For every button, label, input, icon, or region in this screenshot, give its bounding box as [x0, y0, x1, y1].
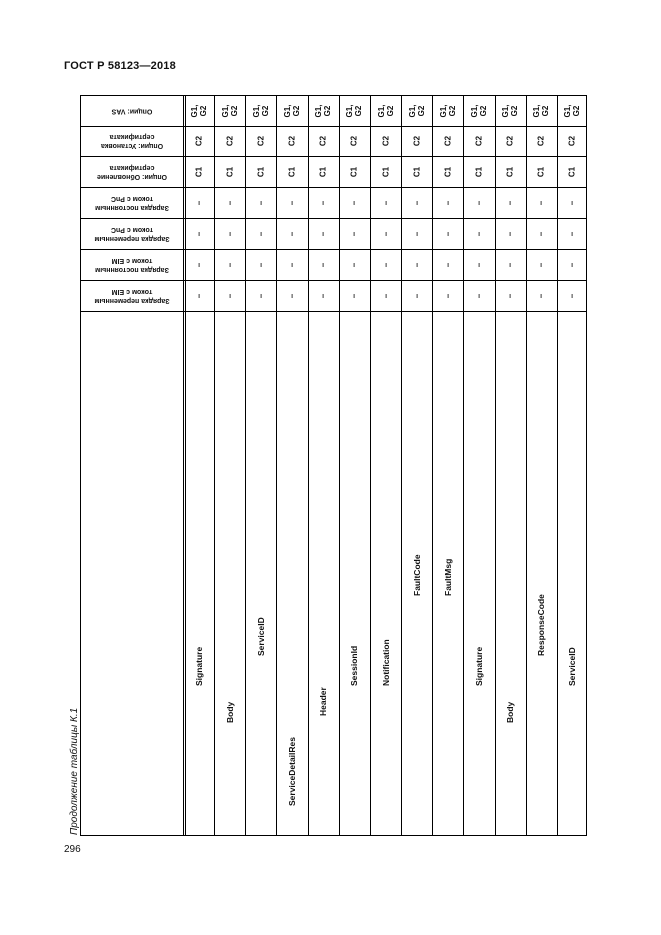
field-name: ResponseCode [536, 594, 547, 656]
field-name: Notification [380, 639, 391, 686]
document-id: ГОСТ Р 58123—2018 [64, 60, 176, 72]
table-cell: – [536, 231, 546, 236]
table-cell: G1, G2 [345, 104, 364, 118]
data-table [80, 95, 587, 836]
table-cell: – [225, 262, 235, 267]
row-divider [81, 311, 586, 312]
table-cell: – [412, 231, 422, 236]
table-cell: – [318, 293, 328, 298]
table-cell: C2 [474, 135, 484, 147]
field-name: SessionId [349, 645, 360, 686]
column-divider [339, 96, 340, 835]
table-cell: G1, G2 [501, 104, 520, 118]
table-cell: – [567, 231, 577, 236]
table-cell: – [381, 231, 390, 236]
table-cell: C1 [567, 166, 577, 177]
table-cell: C2 [505, 135, 515, 147]
table-cell: C2 [225, 135, 235, 147]
table-cell: – [443, 200, 453, 205]
field-name: Header [318, 687, 329, 716]
column-divider [214, 96, 215, 835]
table-cell: – [381, 200, 390, 205]
column-divider [370, 96, 371, 835]
field-name: Body [505, 701, 516, 723]
row-header: Зарядка постоянным током с PnC [95, 194, 169, 211]
table-cell: C1 [287, 166, 297, 177]
table-cell: – [287, 200, 297, 205]
table-cell: – [412, 293, 422, 298]
table-cell: – [318, 231, 328, 236]
field-name: Signature [473, 646, 484, 686]
table-cell: G1, G2 [220, 104, 239, 118]
table-cell: – [505, 200, 515, 205]
table-cell: C1 [256, 166, 266, 177]
row-header: Опции: Обновление сертификата [97, 163, 168, 180]
table-cell: C1 [381, 166, 390, 177]
column-divider [526, 96, 527, 835]
table-cell: C1 [412, 166, 422, 177]
field-name: ServiceDetailRes [287, 737, 298, 806]
table-cell: G1, G2 [469, 104, 488, 118]
row-divider [81, 280, 586, 281]
table-cell: G1, G2 [438, 104, 457, 118]
table-cell: – [194, 262, 204, 267]
table-cell: G1, G2 [251, 104, 270, 118]
table-cell: G1, G2 [283, 104, 302, 118]
table-cell: G1, G2 [314, 104, 333, 118]
table-cell: C2 [567, 135, 577, 147]
table-caption: Продолжение таблицы К.1 [69, 707, 80, 835]
table-cell: – [443, 231, 453, 236]
table-cell: – [381, 262, 390, 267]
column-divider [245, 96, 246, 835]
table-cell: – [412, 262, 422, 267]
table-cell: – [349, 231, 359, 236]
row-divider [81, 126, 586, 127]
table-cell: G1, G2 [532, 104, 551, 118]
table-cell: C2 [443, 135, 453, 147]
row-divider [81, 187, 586, 188]
table-cell: – [349, 200, 359, 205]
table-cell: C2 [349, 135, 359, 147]
table-cell: C2 [194, 135, 204, 147]
table-cell: – [287, 231, 297, 236]
field-name: Signature [193, 646, 204, 686]
table-cell: – [443, 262, 453, 267]
table-cell: – [225, 293, 235, 298]
table-cell: – [412, 200, 422, 205]
table-cell: – [349, 293, 359, 298]
table-cell: – [474, 231, 484, 236]
table-cell: – [225, 231, 235, 236]
table-cell: – [567, 262, 577, 267]
table-cell: C1 [194, 166, 204, 177]
table-cell: G1, G2 [376, 104, 395, 118]
table-cell: – [474, 293, 484, 298]
table-cell: – [474, 262, 484, 267]
table-cell: C2 [256, 135, 266, 147]
table-cell: G1, G2 [563, 104, 582, 118]
column-divider [432, 96, 433, 835]
table-cell: – [567, 293, 577, 298]
table-cell: C1 [225, 166, 235, 177]
page-number: 296 [64, 844, 81, 855]
field-name: Body [224, 701, 235, 723]
table-cell: – [194, 200, 204, 205]
table-cell: – [256, 231, 266, 236]
table-cell: – [505, 262, 515, 267]
row-header: Зарядка переменным током с PnC [94, 225, 170, 242]
table-cell: – [536, 200, 546, 205]
row-divider [81, 156, 586, 157]
table-cell: C1 [349, 166, 359, 177]
table-cell: – [256, 262, 266, 267]
table-cell: C2 [318, 135, 328, 147]
table-cell: – [443, 293, 453, 298]
column-divider [463, 96, 464, 835]
table-cell: G1, G2 [189, 104, 208, 118]
table-cell: – [318, 200, 328, 205]
table-cell: – [256, 293, 266, 298]
table-cell: – [536, 262, 546, 267]
row-divider [81, 249, 586, 250]
table-cell: – [381, 293, 390, 298]
table-cell: – [536, 293, 546, 298]
table-cell: C1 [443, 166, 453, 177]
column-divider [495, 96, 496, 835]
table-cell: – [287, 293, 297, 298]
field-name: FaultMsg [442, 558, 453, 596]
field-name: FaultCode [411, 554, 422, 596]
table-cell: – [194, 231, 204, 236]
row-header: Зарядка переменным током с EIM [94, 287, 170, 304]
table-cell: C2 [287, 135, 297, 147]
table-cell: – [287, 262, 297, 267]
field-name: ServiceID [567, 647, 578, 686]
column-divider [276, 96, 277, 835]
table-cell: – [505, 293, 515, 298]
column-divider [183, 96, 186, 835]
row-header: Зарядка постоянным током с EIM [95, 256, 169, 273]
column-divider [557, 96, 558, 835]
table-cell: – [194, 293, 204, 298]
table-cell: C1 [474, 166, 484, 177]
table-cell: C1 [318, 166, 328, 177]
field-name: ServiceID [255, 617, 266, 656]
table-cell: C1 [505, 166, 515, 177]
table-cell: – [225, 200, 235, 205]
table-cell: – [505, 231, 515, 236]
table-cell: – [567, 200, 577, 205]
table-cell: – [256, 200, 266, 205]
table-cell: C2 [536, 135, 546, 147]
table-cell: C2 [381, 135, 390, 147]
table-cell: – [349, 262, 359, 267]
row-header: Опции: VAS [111, 107, 153, 115]
table-cell: C1 [536, 166, 546, 177]
table-cell: C2 [412, 135, 422, 147]
table-cell: – [318, 262, 328, 267]
table-cell: G1, G2 [407, 104, 426, 118]
column-divider [308, 96, 309, 835]
column-divider [401, 96, 402, 835]
row-divider [81, 218, 586, 219]
row-header: Опции: Установка сертификата [100, 133, 164, 149]
table-cell: – [474, 200, 484, 205]
